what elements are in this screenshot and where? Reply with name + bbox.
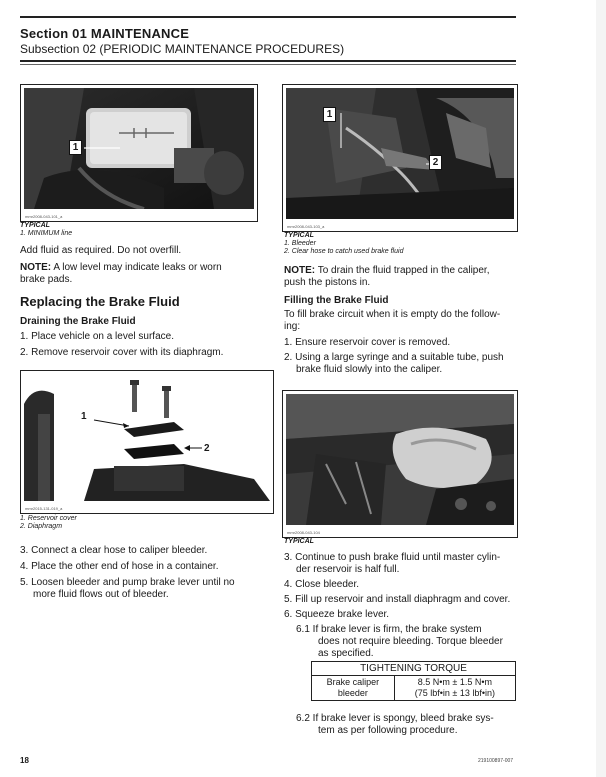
page-number: 18 (20, 756, 29, 765)
callout-1: 1 (69, 140, 82, 155)
caption-item: 1. Reservoir cover (20, 515, 77, 522)
paragraph-line: ing: (284, 321, 301, 332)
figure-reservoir-cover (20, 370, 274, 514)
reservoir-exploded-image (24, 374, 270, 501)
figure-id: mmr2008-043-103_a (287, 224, 325, 229)
page-edge (596, 0, 606, 777)
list-item: 5. Loosen bleeder and pump brake lever until no (20, 577, 235, 588)
header-rule (20, 60, 516, 62)
sub-list-item: 6.2 If brake lever is spongy, bleed brake sys- (296, 713, 494, 724)
callout-2: 2 (204, 443, 210, 454)
torque-value-cell (394, 676, 515, 701)
caption-item: 2. Diaphragm (20, 523, 63, 530)
note-label: NOTE: (284, 265, 316, 276)
figure-caption (20, 222, 72, 238)
note-text-2: brake pads. (20, 274, 73, 285)
torque-item: Brake caliper (326, 677, 380, 687)
figure-bleeder-hose (282, 84, 518, 232)
section-title: MAINTENANCE (90, 26, 190, 41)
figure-caption (20, 515, 77, 531)
torque-item-cell (312, 676, 395, 701)
callout-1: 1 (81, 411, 87, 422)
caption-item: 1. Bleeder (284, 240, 316, 247)
caption-item: 1. MINIMUM line (20, 230, 73, 237)
list-item-continuation: more fluid flows out of bleeder. (33, 589, 169, 600)
torque-value-imperial: (75 lbf•in ± 13 lbf•in) (414, 688, 495, 698)
list-item: 4. Place the other end of hose in a container. (20, 561, 219, 572)
note-text-2: push the pistons in. (284, 277, 371, 288)
paragraph-fill-intro (284, 309, 500, 333)
note-drain-caliper (284, 265, 489, 289)
subsection-title: (PERIODIC MAINTENANCE PROCEDURES) (99, 42, 345, 56)
list-item: 2. Using a large syringe and a suitable tube, push (284, 352, 504, 363)
photo-reservoir (24, 88, 254, 209)
reservoir-photo-image (24, 88, 254, 209)
caption-title: TYPICAL (284, 232, 314, 239)
photo-bleeder (286, 88, 514, 219)
list-item-continuation: der reservoir is half full. (296, 564, 400, 575)
header-rule-thin (20, 64, 516, 65)
subsection-number: Subsection 02 (20, 42, 97, 56)
figure-id: mmr2008-043-101_a (25, 214, 63, 219)
sub-list-item-continuation: as specified. (318, 648, 374, 659)
sub-list-item: 6.1 If brake lever is firm, the brake system (296, 624, 482, 635)
subheading-filling: Filling the Brake Fluid (284, 295, 389, 306)
diagram-reservoir-cover (24, 374, 270, 501)
list-item: 2. Remove reservoir cover with its diaphragm. (20, 347, 224, 358)
note-label: NOTE: (20, 262, 52, 273)
list-item: 1. Place vehicle on a level surface. (20, 331, 174, 342)
figure-caption (284, 232, 403, 256)
note-text: A low level may indicate leaks or worn (51, 262, 222, 273)
heading-replacing-brake-fluid: Replacing the Brake Fluid (20, 294, 180, 309)
callout-1: 1 (323, 107, 336, 122)
subheading-draining: Draining the Brake Fluid (20, 316, 136, 327)
subsection-line (20, 42, 344, 56)
caption-title: TYPICAL (284, 538, 314, 545)
list-item: 1. Ensure reservoir cover is removed. (284, 337, 451, 348)
caption-item: 2. Clear hose to catch used brake fluid (284, 248, 404, 255)
list-item: 5. Fill up reservoir and install diaphragm and cover. (284, 594, 511, 605)
figure-filling-caliper (282, 390, 518, 538)
sub-list-item-continuation: does not require bleeding. Torque bleeder (318, 636, 503, 647)
figure-caption (284, 538, 314, 546)
torque-item-2: bleeder (337, 688, 368, 698)
figure-id: mmr2008-043-104 (287, 530, 320, 535)
note-low-level (20, 262, 222, 286)
document-number: 219100897-007 (478, 758, 514, 764)
paragraph-line: To fill brake circuit when it is empty do the follow- (284, 309, 501, 320)
list-item: 3. Continue to push brake fluid until master cylin- (284, 552, 501, 563)
top-rule (20, 16, 516, 18)
torque-table-title: TIGHTENING TORQUE (312, 662, 516, 676)
section-number: Section 01 (20, 26, 88, 41)
list-item: 3. Connect a clear hose to caliper bleeder. (20, 545, 208, 556)
list-item: 6. Squeeze brake lever. (284, 609, 390, 620)
callout-2: 2 (429, 155, 442, 170)
caption-title: TYPICAL (20, 222, 50, 229)
torque-value-metric: 8.5 N•m ± 1.5 N•m (417, 677, 492, 687)
page-header (20, 26, 344, 56)
figure-reservoir-min-line (20, 84, 258, 222)
list-item: 4. Close bleeder. (284, 579, 360, 590)
list-item-continuation: brake fluid slowly into the caliper. (296, 364, 443, 375)
filling-photo-image (286, 394, 514, 525)
photo-filling (286, 394, 514, 525)
note-text: To drain the fluid trapped in the caliper, (315, 265, 490, 276)
bleeder-photo-image (286, 88, 514, 219)
paragraph-add-fluid: Add fluid as required. Do not overfill. (20, 245, 182, 256)
figure-id: mmr2015-131-019_a (25, 506, 63, 511)
torque-table (311, 661, 516, 701)
sub-list-item-continuation: tem as per following procedure. (318, 725, 458, 736)
section-line (20, 26, 344, 41)
